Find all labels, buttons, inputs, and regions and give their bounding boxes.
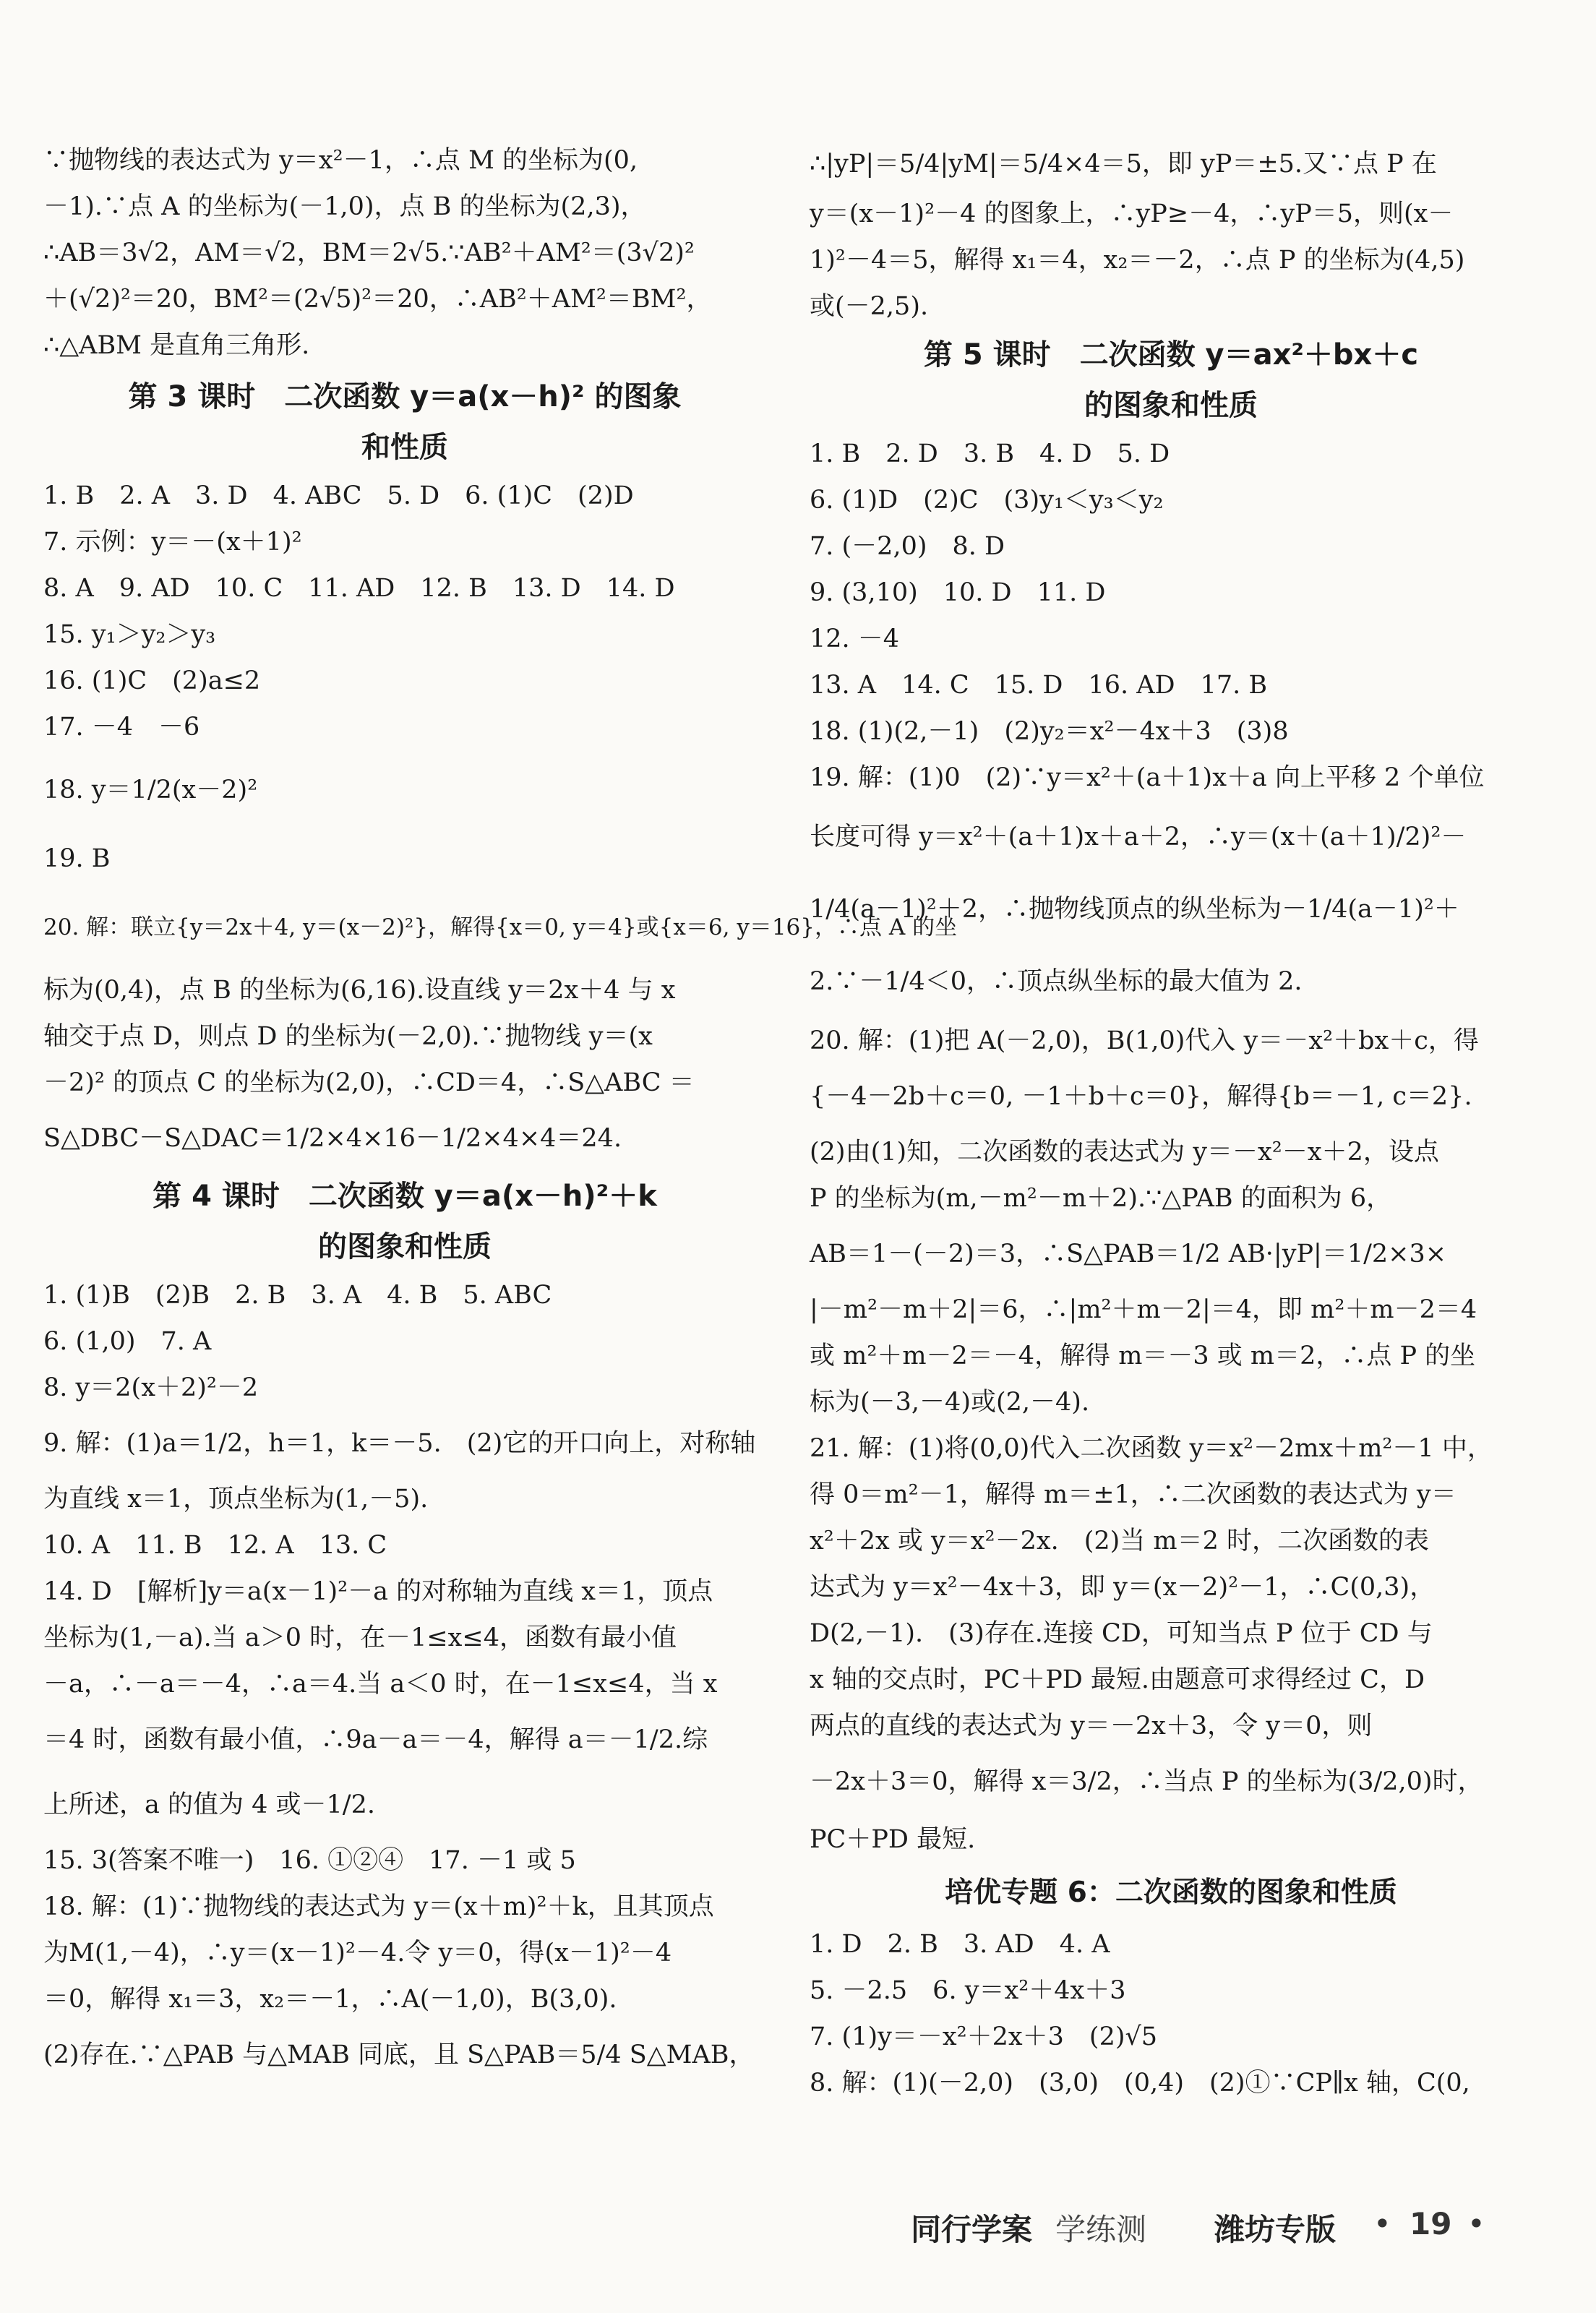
section-title: 第 4 课时 二次函数 y＝a(x－h)²＋k <box>153 1180 657 1213</box>
answer-line: 6. (1)D (2)C (3)y₁＜y₃＜y₂ <box>810 486 1164 515</box>
section-title: 第 5 课时 二次函数 y＝ax²＋bx＋c <box>923 338 1419 372</box>
footer-series: 学练测 <box>1055 2212 1147 2247</box>
lesson5-heading <box>810 330 1532 431</box>
text-line: 1)²－4＝5，解得 x₁＝4，x₂＝－2，∴点 P 的坐标为(4,5) <box>810 246 1465 275</box>
answer-line: x 轴的交点时，PC＋PD 最短.由题意可求得经过 C，D <box>810 1665 1425 1694</box>
answer-line: 达式为 y＝x²－4x＋3，即 y＝(x－2)²－1，∴C(0,3)， <box>810 1573 1436 1602</box>
right-intro <box>810 137 1532 330</box>
answer-line: ＝0，解得 x₁＝3，x₂＝－1，∴A(－1,0)，B(3,0). <box>43 1985 617 2014</box>
text-line: －1).∵点 A 的坐标为(－1,0)，点 B 的坐标为(2,3)， <box>43 192 646 221</box>
answer-line: 1. B 2. D 3. B 4. D 5. D <box>810 439 1170 468</box>
text-line: 或(－2,5). <box>810 292 929 321</box>
answer-line: 8. y＝2(x＋2)²－2 <box>43 1373 259 1402</box>
answer-line: D(2,－1). (3)存在.连接 CD，可知当点 P 位于 CD 与 <box>810 1619 1433 1648</box>
answer-line: 17. －4 －6 <box>43 713 200 742</box>
answer-line: 13. A 14. C 15. D 16. AD 17. B <box>810 671 1268 700</box>
answer-line: 10. A 11. B 12. A 13. C <box>43 1531 387 1560</box>
answer-line: S△DBC－S△DAC＝1/2×4×16－1/2×4×4＝24. <box>43 1124 622 1153</box>
answer-line: 18. y＝1/2(x－2)² <box>43 776 258 804</box>
answer-line: 8. A 9. AD 10. C 11. AD 12. B 13. D 14. D <box>43 574 675 603</box>
answer-line: 19. 解：(1)0 (2)∵y＝x²＋(a＋1)x＋a 向上平移 2 个单位 <box>810 763 1485 792</box>
answer-line: 15. 3(答案不唯一) 16. ①②④ 17. －1 或 5 <box>43 1846 576 1875</box>
answer-line: 9. (3,10) 10. D 11. D <box>810 578 1106 607</box>
answer-line: 1. D 2. B 3. AD 4. A <box>810 1930 1110 1959</box>
answer-line: 6. (1,0) 7. A <box>43 1327 212 1356</box>
answer-line: AB＝1－(－2)＝3，∴S△PAB＝1/2 AB·|yP|＝1/2×3× <box>810 1240 1447 1269</box>
answer-line: －2)² 的顶点 C 的坐标为(2,0)，∴CD＝4，∴S△ABC ＝ <box>43 1068 695 1097</box>
answer-line: 20. 解：(1)把 A(－2,0)，B(1,0)代入 y＝－x²＋bx＋c，得 <box>810 1026 1479 1055</box>
answer-line: 轴交于点 D，则点 D 的坐标为(－2,0).∵抛物线 y＝(x <box>43 1022 653 1051</box>
footer-edition: 潍坊专版 <box>1214 2212 1337 2247</box>
answer-line: 21. 解：(1)将(0,0)代入二次函数 y＝x²－2mx＋m²－1 中， <box>810 1434 1493 1463</box>
footer-bullet: • <box>1373 2206 1391 2241</box>
page-number: 19 <box>1410 2206 1452 2241</box>
answer-line: 8. 解：(1)(－2,0) (3,0) (0,4) (2)①∵CP∥x 轴，C(0, <box>810 2069 1470 2098</box>
answer-line: 得 0＝m²－1，解得 m＝±1，∴二次函数的表达式为 y＝ <box>810 1480 1456 1509</box>
answer-line: 16. (1)C (2)a≤2 <box>43 666 261 695</box>
footer-bullet: • <box>1467 2206 1485 2241</box>
answer-line: 标为(0,4)，点 B 的坐标为(6,16).设直线 y＝2x＋4 与 x <box>43 976 676 1005</box>
special-answers <box>810 1921 1532 2106</box>
text-line: ∴AB＝3√2，AM＝√2，BM＝2√5.∵AB²＋AM²＝(3√2)² <box>43 239 695 267</box>
answer-line: (2)由(1)知，二次函数的表达式为 y＝－x²－x＋2，设点 <box>810 1138 1439 1167</box>
answer-line: 12. －4 <box>810 625 900 653</box>
answer-line: 标为(－3,－4)或(2,－4). <box>810 1388 1090 1417</box>
answer-line: |－m²－m＋2|＝6，∴|m²＋m－2|＝4，即 m²＋m－2＝4 <box>810 1295 1477 1324</box>
answer-line: －a，∴－a＝－4，∴a＝4.当 a＜0 时，在－1≤x≤4，当 x <box>43 1670 718 1699</box>
answer-line: 1. (1)B (2)B 2. B 3. A 4. B 5. ABC <box>43 1281 552 1310</box>
answer-line: 7. (1)y＝－x²＋2x＋3 (2)√5 <box>810 2022 1158 2051</box>
answer-line: 18. (1)(2,－1) (2)y₂＝x²－4x＋3 (3)8 <box>810 717 1289 746</box>
text-line: ＋(√2)²＝20，BM²＝(2√5)²＝20，∴AB²＋AM²＝BM²， <box>43 285 712 314</box>
section-title: 第 3 课时 二次函数 y＝a(x－h)² 的图象 <box>128 380 682 413</box>
answer-line: 两点的直线的表达式为 y＝－2x＋3，令 y＝0，则 <box>810 1712 1373 1741</box>
answer-line: 20. 解：联立{y＝2x＋4, y＝(x－2)²}，解得{x＝0, y＝4}或{x＝6, y＝16}，∴点 A 的坐 <box>43 914 958 940</box>
lesson3-heading <box>43 372 766 473</box>
answer-line: {－4－2b＋c＝0, －1＋b＋c＝0}，解得{b＝－1, c＝2}. <box>810 1082 1472 1111</box>
answer-line: 上所述，a 的值为 4 或－1/2. <box>43 1790 375 1819</box>
text-line: ∴△ABM 是直角三角形. <box>43 331 310 360</box>
answer-line: 7. (－2,0) 8. D <box>810 532 1005 561</box>
lesson4-answers <box>43 1272 766 2087</box>
page-footer <box>911 2206 1561 2252</box>
answer-line: 18. 解：(1)∵抛物线的表达式为 y＝(x＋m)²＋k，且其顶点 <box>43 1892 714 1921</box>
answer-line: 14. D [解析]y＝a(x－1)²－a 的对称轴为直线 x＝1，顶点 <box>43 1577 713 1606</box>
answer-line: PC＋PD 最短. <box>810 1825 976 1854</box>
answer-line: 1/4(a－1)²＋2，∴抛物线顶点的纵坐标为－1/4(a－1)²＋ <box>810 895 1459 924</box>
answer-line: 1. B 2. A 3. D 4. ABC 5. D 6. (1)C (2)D <box>43 481 634 510</box>
answer-line: 坐标为(1,－a).当 a＞0 时，在－1≤x≤4，函数有最小值 <box>43 1623 677 1652</box>
answer-line: x²＋2x 或 y＝x²－2x. (2)当 m＝2 时，二次函数的表 <box>810 1527 1429 1555</box>
section-title: 的图象和性质 <box>1084 389 1258 422</box>
answer-line: 或 m²＋m－2＝－4，解得 m＝－3 或 m＝2，∴点 P 的坐 <box>810 1342 1476 1370</box>
answer-line: 为直线 x＝1，顶点坐标为(1,－5). <box>43 1485 429 1514</box>
right-column <box>810 137 1532 2106</box>
answer-line: 为M(1,－4)，∴y＝(x－1)²－4.令 y＝0，得(x－1)²－4 <box>43 1939 672 1967</box>
answer-line: 7. 示例：y＝－(x＋1)² <box>43 528 302 557</box>
answer-line: (2)存在.∵△PAB 与△MAB 同底，且 S△PAB＝5/4 S△MAB， <box>43 2040 755 2069</box>
answer-line: －2x＋3＝0，解得 x＝3/2，∴当点 P 的坐标为(3/2,0)时， <box>810 1767 1483 1796</box>
text-line: ∵抛物线的表达式为 y＝x²－1，∴点 M 的坐标为(0, <box>43 146 638 175</box>
left-intro <box>43 137 766 369</box>
text-line: ∴|yP|＝5/4|yM|＝5/4×4＝5，即 yP＝±5.又∵点 P 在 <box>810 150 1437 179</box>
lesson4-heading <box>43 1171 766 1272</box>
answer-line: 15. y₁＞y₂＞y₃ <box>43 620 216 649</box>
special-topic-title: 培优专题 6：二次函数的图象和性质 <box>945 1876 1397 1909</box>
section-title: 和性质 <box>361 431 448 464</box>
answer-line: 19. B <box>43 844 111 873</box>
footer-brand: 同行学案 <box>911 2212 1033 2247</box>
text-line: y＝(x－1)²－4 的图象上，∴yP≥－4，∴yP＝5，则(x－ <box>810 199 1454 228</box>
answer-line: ＝4 时，函数有最小值，∴9a－a＝－4，解得 a＝－1/2.综 <box>43 1725 708 1754</box>
answer-line: 5. －2.5 6. y＝x²＋4x＋3 <box>810 1976 1126 2005</box>
answer-line: 2.∵－1/4＜0，∴顶点纵坐标的最大值为 2. <box>810 967 1303 996</box>
answer-line: P 的坐标为(m,－m²－m＋2).∵△PAB 的面积为 6， <box>810 1184 1392 1213</box>
answer-line: 9. 解：(1)a＝1/2，h＝1，k＝－5. (2)它的开口向上，对称轴 <box>43 1429 756 1458</box>
answer-line: 长度可得 y＝x²＋(a＋1)x＋a＋2，∴y＝(x＋(a＋1)/2)²－ <box>810 823 1467 851</box>
section-title: 的图象和性质 <box>318 1230 492 1263</box>
lesson5-answers <box>810 431 1532 1865</box>
